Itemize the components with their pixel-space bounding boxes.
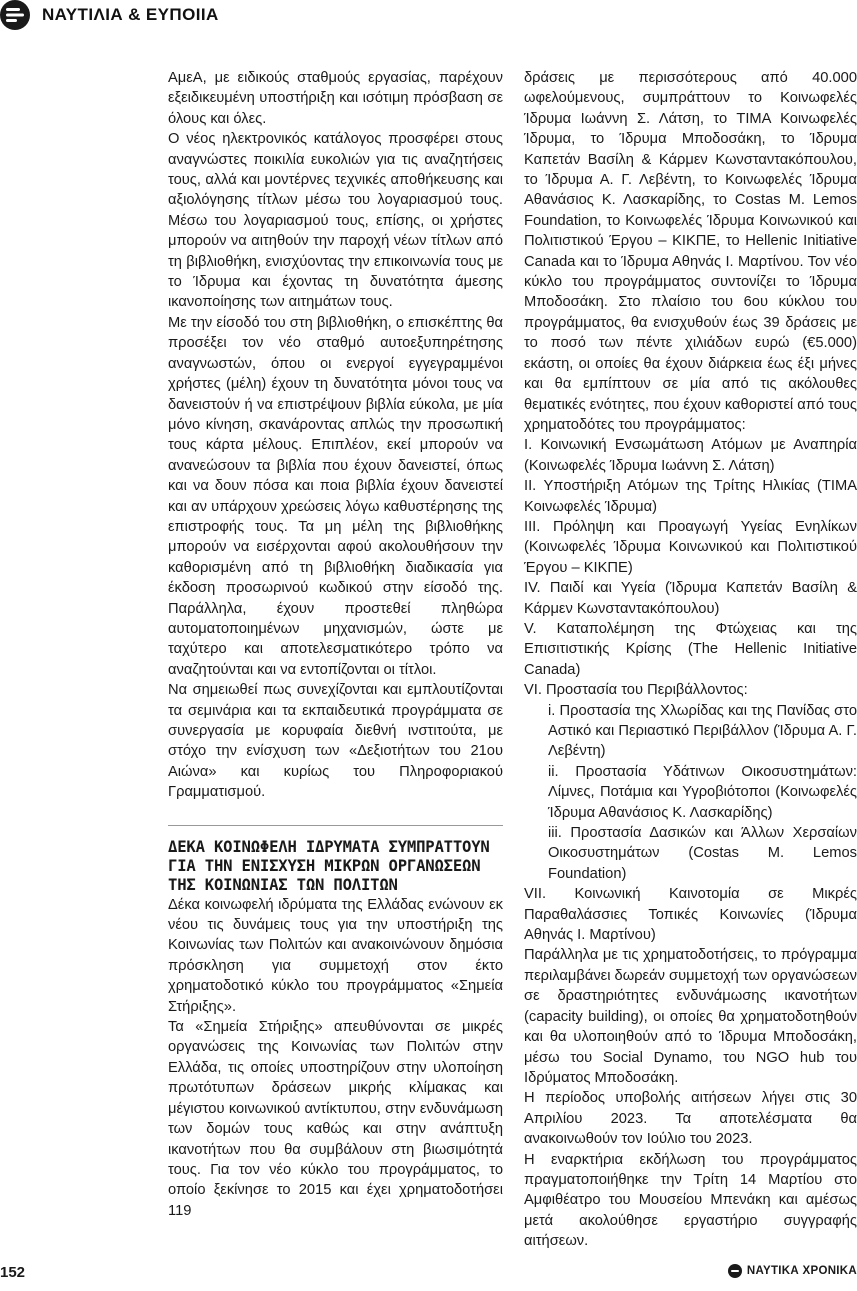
left-column bbox=[168, 68, 503, 1221]
list-item: III. Πρόληψη και Προαγωγή Υγείας Ενηλίκων (Κοινωφελές Ίδρυμα Κοινωνικού και Πολιτιστικού Έργου – ΚΙΚΠΕ) bbox=[524, 518, 857, 576]
paragraph: Να σημειωθεί πως συνεχίζονται και εμπλουτίζονται τα σεμινάρια και τα εκπαιδευτικά προγράμματα σε συνεργασία με κορυφαία διεθνή ινστιτούτα, με στόχο την ενίσχυση των «Δεξιοτήτων του 21ου Αιώνα» και κυρίως του Πληροφοριακού Γραμματισμού. bbox=[168, 682, 503, 801]
paragraph: Η εναρκτήρια εκδήλωση του προγράμματος πραγματοποιήθηκε την Τρίτη 14 Μαρτίου στο Αμφιθέατρο του Μουσείου Μπενάκη και αμέσως μετά ακολούθησε εργαστήριο συγγραφής αιτήσεων. bbox=[524, 1151, 857, 1250]
footer-brand bbox=[728, 1264, 857, 1278]
page-number: 152 bbox=[0, 1264, 26, 1281]
paragraph: Η περίοδος υποβολής αιτήσεων λήγει στις 30 Απριλίου 2023. Τα αποτελέσματα θα ανακοινωθούν τον Ιούλιο του 2023. bbox=[524, 1090, 857, 1148]
list-item: IV. Παιδί και Υγεία (Ίδρυμα Καπετάν Βασίλη & Κάρμεν Κωνσταντακόπουλου) bbox=[524, 580, 857, 617]
paragraph: Τα «Σημεία Στήριξης» απευθύνονται σε μικρές οργανώσεις της Κοινωνίας των Πολιτών στην Ελλάδα, τις οποίες υποστηρίζουν στην υλοποίηση πρωτότυπων δράσεων μικρής κλίμακας και μέγιστου κοινωνικού αντίκτυπου, στην ενδυνάμωση των δομών τους καθώς και στην ανάπτυξη ικανοτήτων που θα συμβάλουν στη βιωσιμότητά τους. Για τον νέο κύκλο του προγράμματος, το οποίο ξεκίνησε το 2015 και έχει χρηματοδοτήσει 119 bbox=[168, 1019, 503, 1219]
section-divider bbox=[168, 825, 503, 826]
magazine-logo-icon bbox=[0, 0, 30, 30]
section-title: ΝΑΥΤΙΛΙΑ & ΕΥΠΟΙΙΑ bbox=[42, 5, 219, 24]
paragraph: ΑμεΑ, με ειδικούς σταθμούς εργασίας, παρέχουν εξειδικευμένη υποστήριξη και ισότιμη πρόσβαση σε όλους και όλες. bbox=[168, 70, 503, 127]
sub-list-item: ii. Προστασία Υδάτινων Οικοσυστημάτων: Λίμνες, Ποτάμια και Υγροβιότοποι (Κοινωφελές Ίδρυμα Αθανάσιος Κ. Λασκαρίδης) bbox=[548, 763, 857, 821]
paragraph: Ο νέος ηλεκτρονικός κατάλογος προσφέρει στους αναγνώστες ποικιλία ευκολιών για τις αναζητήσεις τους, αλλά και μοντέρνες τεχνικές αποθήκευσης και αξιολόγησης τίτλων μέσω του λογαριασμού τους. Μέσω του λογαριασμού τους, επίσης, οι χρήστες μπορούν να αιτηθούν την παροχή νέων τίτλων από τη βιβλιοθήκη, ενισχύοντας την επικοινωνία τους με το Ίδρυμα και έχοντας τη δυνατότητα άμεσης ικανοποίησης των αιτημάτων τους. bbox=[168, 131, 503, 311]
paragraph: Δέκα κοινωφελή ιδρύματα της Ελλάδας ενώνουν εκ νέου τις δυνάμεις τους για την υποστήριξη της Κοινωνίας των Πολιτών και ανακοινώνουν δημόσια πρόσκληση για συμμετοχή στον έκτο χρηματοδοτικό κύκλο του προγράμματος «Σημεία Στήριξης». bbox=[168, 896, 503, 1015]
list-item: II. Υποστήριξη Ατόμων της Τρίτης Ηλικίας (ΤΙΜΑ Κοινωφελές Ίδρυμα) bbox=[524, 478, 857, 515]
list-item: I. Κοινωνική Ενσωμάτωση Ατόμων με Αναπηρία (Κοινωφελές Ίδρυμα Ιωάννη Σ. Λάτση) bbox=[524, 437, 857, 474]
article-heading: ΔΕΚΑ ΚΟΙΝΩΦΕΛΗ ΙΔΡΥΜΑΤΑ ΣΥΜΠΡΑΤΤΟΥΝ ΓΙΑ ΤΗΝ ΕΝΙΣΧΥΣΗ ΜΙΚΡΩΝ ΟΡΓΑΝΩΣΕΩΝ ΤΗΣ ΚΟΙΝΩΝΙΑΣ ΤΩΝ ΠΟΛΙΤΩΝ bbox=[168, 837, 490, 894]
sub-list-item: iii. Προστασία Δασικών και Άλλων Χερσαίων Οικοσυστημάτων (Costas M. Lemos Foundation) bbox=[548, 825, 857, 882]
sub-list-item: i. Προστασία της Χλωρίδας και της Πανίδας στο Αστικό και Περιαστικό Περιβάλλον (Ίδρυμα Α. Γ. Λεβέντη) bbox=[548, 702, 857, 760]
list-item: VII. Κοινωνική Καινοτομία σε Μικρές Παραθαλάσσιες Τοπικές Κοινωνίες (Ίδρυμα Αθηνάς Ι. Μαρτίνου) bbox=[524, 886, 857, 944]
paragraph: Παράλληλα με τις χρηματοδοτήσεις, το πρόγραμμα περιλαμβάνει δωρεάν συμμετοχή των οργανώσεων σε δραστηριότητες ενδυνάμωσης ικανοτήτων (capacity building), οι οποίες θα χρηματοδοτηθούν και θα υλοποιηθούν από το Ίδρυμα Μποδοσάκη, μέσω του Social Dynamo, του NGO hub του Ιδρύματος Μποδοσάκη. bbox=[524, 947, 857, 1086]
brand-logo-icon bbox=[728, 1264, 742, 1278]
right-column bbox=[524, 68, 857, 1252]
list-item: V. Καταπολέμηση της Φτώχειας και της Επισιτιστικής Κρίσης (The Hellenic Initiative Canada) bbox=[524, 620, 857, 678]
paragraph: δράσεις με περισσότερους από 40.000 ωφελούμενους, συμπράττουν το Κοινωφελές Ίδρυμα Ιωάννη Σ. Λάτση, το ΤΙΜΑ Κοινωφελές Ίδρυμα, το Ίδρυμα Μποδοσάκη, το Ίδρυμα Καπετάν Βασίλη & Κάρμεν Κωνσταντακόπουλου, το Ίδρυμα Α. Γ. Λεβέντη, το Κοινωφελές Ίδρυμα Αθανάσιος Κ. Λασκαρίδης, το Costas M. Lemos Foundation, το Κοινωφελές Ίδρυμα Κοινωνικού και Πολιτιστικού Έργου – ΚΙΚΠΕ, το Hellenic Initiative Canada και το Ίδρυμα Αθηνάς Ι. Μαρτίνου. Τον νέο κύκλο του προγράμματος συντονίζει το Ίδρυμα Μποδοσάκη. Στο πλαίσιο του 6ου κύκλου του προγράμματος, θα ενισχυθούν έως 39 δράσεις με το ποσό των πέντε χιλιάδων ευρώ (€5.000) εκάστη, οι οποίες θα έχουν διάρκεια έως έξι μήνες και θα εμπίπτουν σε μία από τις ακόλουθες θεματικές ενότητες, που έχουν καθοριστεί από τους χρηματοδότες του προγράμματος: bbox=[524, 70, 857, 433]
paragraph: Με την είσοδό του στη βιβλιοθήκη, ο επισκέπτης θα προσέξει τον νέο σταθμό αυτοεξυπηρέτησης αναγνωστών, όπου οι ενεργοί εγγεγραμμένοι χρήστες (μέλη) έχουν τη δυνατότητα μόνοι τους να δανειστούν ή να επιστρέψουν βιβλία εύκολα, με μία μόνο κίνηση, σκανάροντας απλώς την προσωπική τους κάρτα μέλους. Επιπλέον, εκεί μπορούν να ανανεώσουν τα βιβλία που έχουν δανειστεί, όπως και να δουν πόσα και ποια βιβλία έχουν δανειστεί και αν υπάρχουν χρεώσεις λόγω καθυστέρησης της επιστροφής τους. Τα μη μέλη της βιβλιοθήκης μπορούν να εισέρχονται αφού ακολουθήσουν την καθορισμένη από τη βιβλιοθήκη διαδικασία για έκδοση προσωρινού κωδικού στην είσοδό της. Παράλληλα, έχουν προστεθεί πληθώρα αυτοματοποιημένων μηχανισμών, ώστε με ταχύτερο και αποτελεσματικότερο τρόπο να αναζητούνται και να εντοπίζονται οι τίτλοι. bbox=[168, 314, 503, 678]
brand-name: ΝΑΥΤΙΚΑ ΧΡΟΝΙΚΑ bbox=[746, 1265, 857, 1277]
list-item: VI. Προστασία του Περιβάλλοντος: bbox=[524, 682, 748, 699]
